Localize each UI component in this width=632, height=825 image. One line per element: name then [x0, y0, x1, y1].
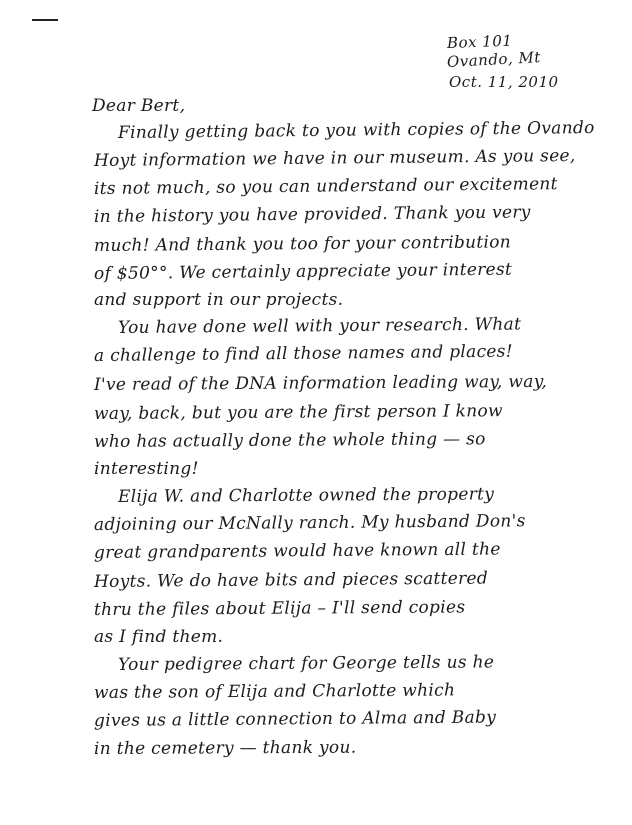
letter-date: Oct. 11, 2010 [449, 73, 559, 91]
address-town: Ovando, Mt [446, 48, 542, 71]
corner-mark [32, 19, 58, 21]
letter-line: Hoyts. We do have bits and pieces scattered [93, 568, 489, 592]
address-box: Box 101 [446, 31, 513, 52]
letter-line: thru the files about Elija – I'll send copies [93, 597, 466, 620]
letter-line: You have done well with your research. What [117, 314, 522, 338]
letter-line: interesting! [94, 459, 199, 479]
letter-line: great grandparents would have known all the [93, 539, 501, 563]
letter-line: its not much, so you can understand our excitement [93, 174, 558, 199]
letter-line: Your pedigree chart for George tells us he [117, 652, 495, 675]
letter-line: in the cemetery — thank you. [93, 737, 357, 759]
letter-line: of $50°°. We certainly appreciate your interest [93, 259, 513, 284]
salutation: Dear Bert, [92, 96, 186, 116]
letter-line: was the son of Elija and Charlotte which [93, 680, 456, 703]
letter-line: gives us a little connection to Alma and Baby [93, 707, 497, 731]
letter-line: I've read of the DNA information leading way, way, [93, 371, 548, 395]
letter-line: way, back, but you are the first person I know [93, 401, 503, 424]
letter-line: a challenge to find all those names and places! [93, 341, 513, 366]
letter-line: in the history you have provided. Thank you very [93, 202, 531, 227]
letter-line: and support in our projects. [94, 290, 344, 310]
letter-line: Hoyt information we have in our museum. As you see, [93, 145, 576, 171]
letter-line: Finally getting back to you with copies of the Ovando [117, 118, 595, 143]
letter-line: adjoining our McNally ranch. My husband Don's [93, 511, 526, 535]
letter-line: Elija W. and Charlotte owned the property [117, 484, 495, 507]
letter-line: much! And thank you too for your contribution [93, 232, 512, 256]
letter-line: who has actually done the whole thing — so [93, 429, 486, 452]
letter-line: as I find them. [94, 627, 224, 647]
